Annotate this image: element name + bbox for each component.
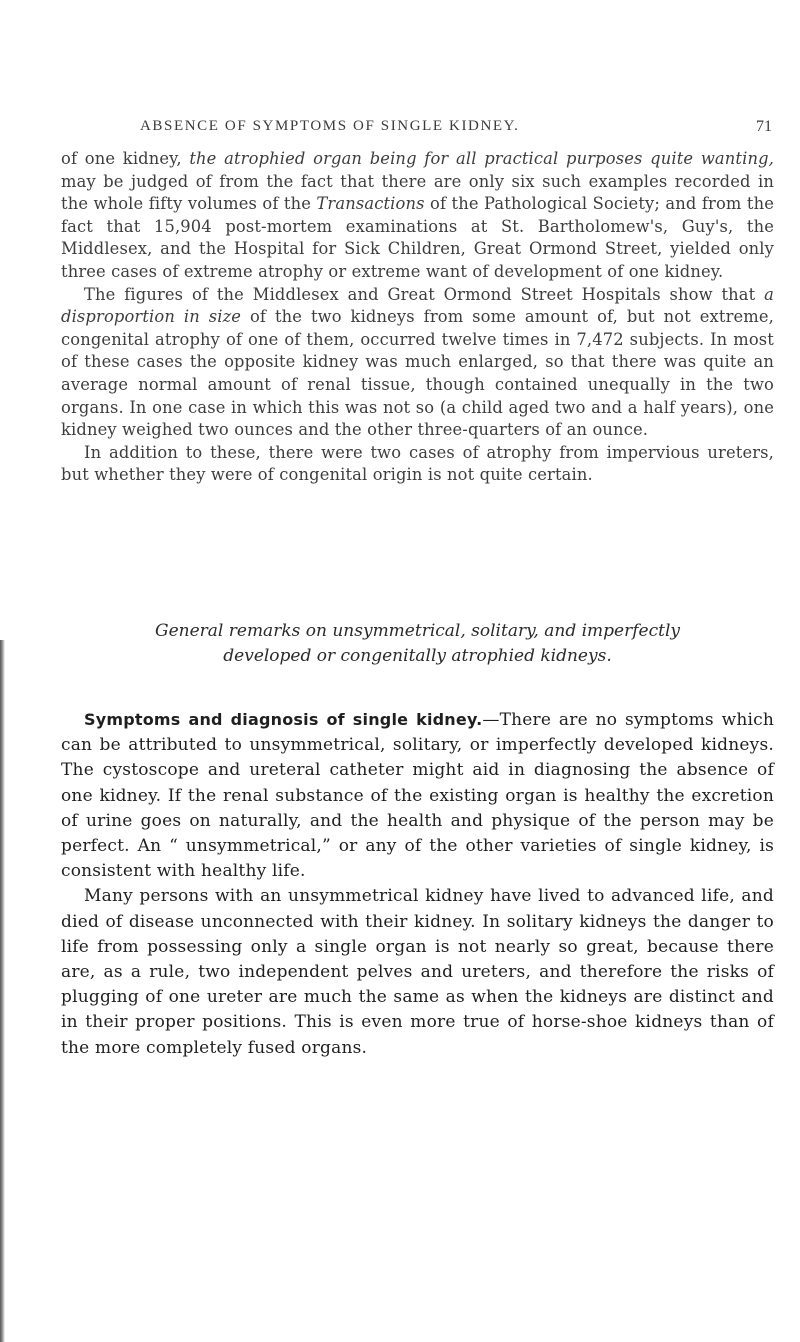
subheading-line: developed or congenitally atrophied kidneys. <box>223 646 612 666</box>
paragraph-text: In addition to these, there were two cases of atrophy from impervious ureters, but whether they were of congenital origin is not quite certain. <box>61 442 774 485</box>
paragraph-unsymmetrical-kidney <box>61 884 774 1060</box>
paragraph-text: of one kidney, <box>61 149 190 168</box>
paragraph-text: may be judged of from the fact that there are only six such examples recorded in the whole fifty volumes of the <box>61 171 774 214</box>
paragraph-text: of the two kidneys from some amount of, but not extreme, congenital atrophy of one of them, occurred twelve times in 7,472 subjects. In most of these cases the opposite kidney was much enlarged, so that there was quite an average normal amount of renal tissue, though contained unequally in the two organs. In one case in which this was not so (a child aged two and a half years), one kidney weighed two ounces and the other three-quarters of an ounce. <box>61 307 774 440</box>
subheading-line: General remarks on unsymmetrical, solitary, and imperfectly <box>155 621 680 641</box>
scan-edge-shadow <box>0 640 5 1342</box>
running-title: ABSENCE OF SYMPTOMS OF SINGLE KIDNEY. <box>140 118 520 134</box>
run-in-heading: Symptoms and diagnosis of single kidney. <box>84 710 483 729</box>
paragraph-impervious-ureters <box>61 442 774 487</box>
paragraph-text: Many persons with an unsymmetrical kidney have lived to advanced life, and died of disease unconnected with their kidney. In solitary kidneys the danger to life from possessing only a single organ is not nearly so great, because there are, as a rule, two independent pelves and ureters, and therefore the risks of plugging of one ureter are much the same as when the kidneys are distinct and in their proper positions. This is even more true of horse-shoe kidneys than of the more completely fused organs. <box>61 886 774 1058</box>
paragraph-symptoms-diagnosis <box>61 707 774 884</box>
paragraph-text: of the Pathological Society; and from the fact that 15,904 post-mortem examinations at St. Bartholomew's, Guy's, the Middlesex, and the Hospital for Sick Children, Great Ormond Street, yielded only three cases of extreme atrophy or extreme want of development of one kidney. <box>61 194 774 281</box>
paragraph-hospital-figures <box>61 284 774 442</box>
body-text-top <box>61 148 774 487</box>
italic-phrase: a disproportion in size <box>61 284 774 327</box>
italic-title: Transactions <box>316 194 425 214</box>
body-text-bottom <box>61 707 774 1061</box>
paragraph-text: The figures of the Middlesex and Great Ormond Street Hospitals show that <box>84 284 765 304</box>
paragraph-atrophy-rarity <box>61 148 774 284</box>
section-subheading <box>61 619 774 669</box>
page-number: 71 <box>756 118 772 135</box>
running-head <box>60 118 772 142</box>
italic-phrase: the atrophied organ being for all practical purposes quite wanting, <box>189 149 775 168</box>
paragraph-text: —There are no symptoms which can be attributed to unsymmetrical, solitary, or imperfectly developed kidneys. The cystoscope and ureteral catheter might aid in diagnosing the absence of one kidney. If the renal substance of the existing organ is healthy the excretion of urine goes on naturally, and the health and physique of the person may be perfect. An “ unsymmetrical,” or any of the other varieties of single kidney, is consistent with healthy life. <box>61 710 774 882</box>
